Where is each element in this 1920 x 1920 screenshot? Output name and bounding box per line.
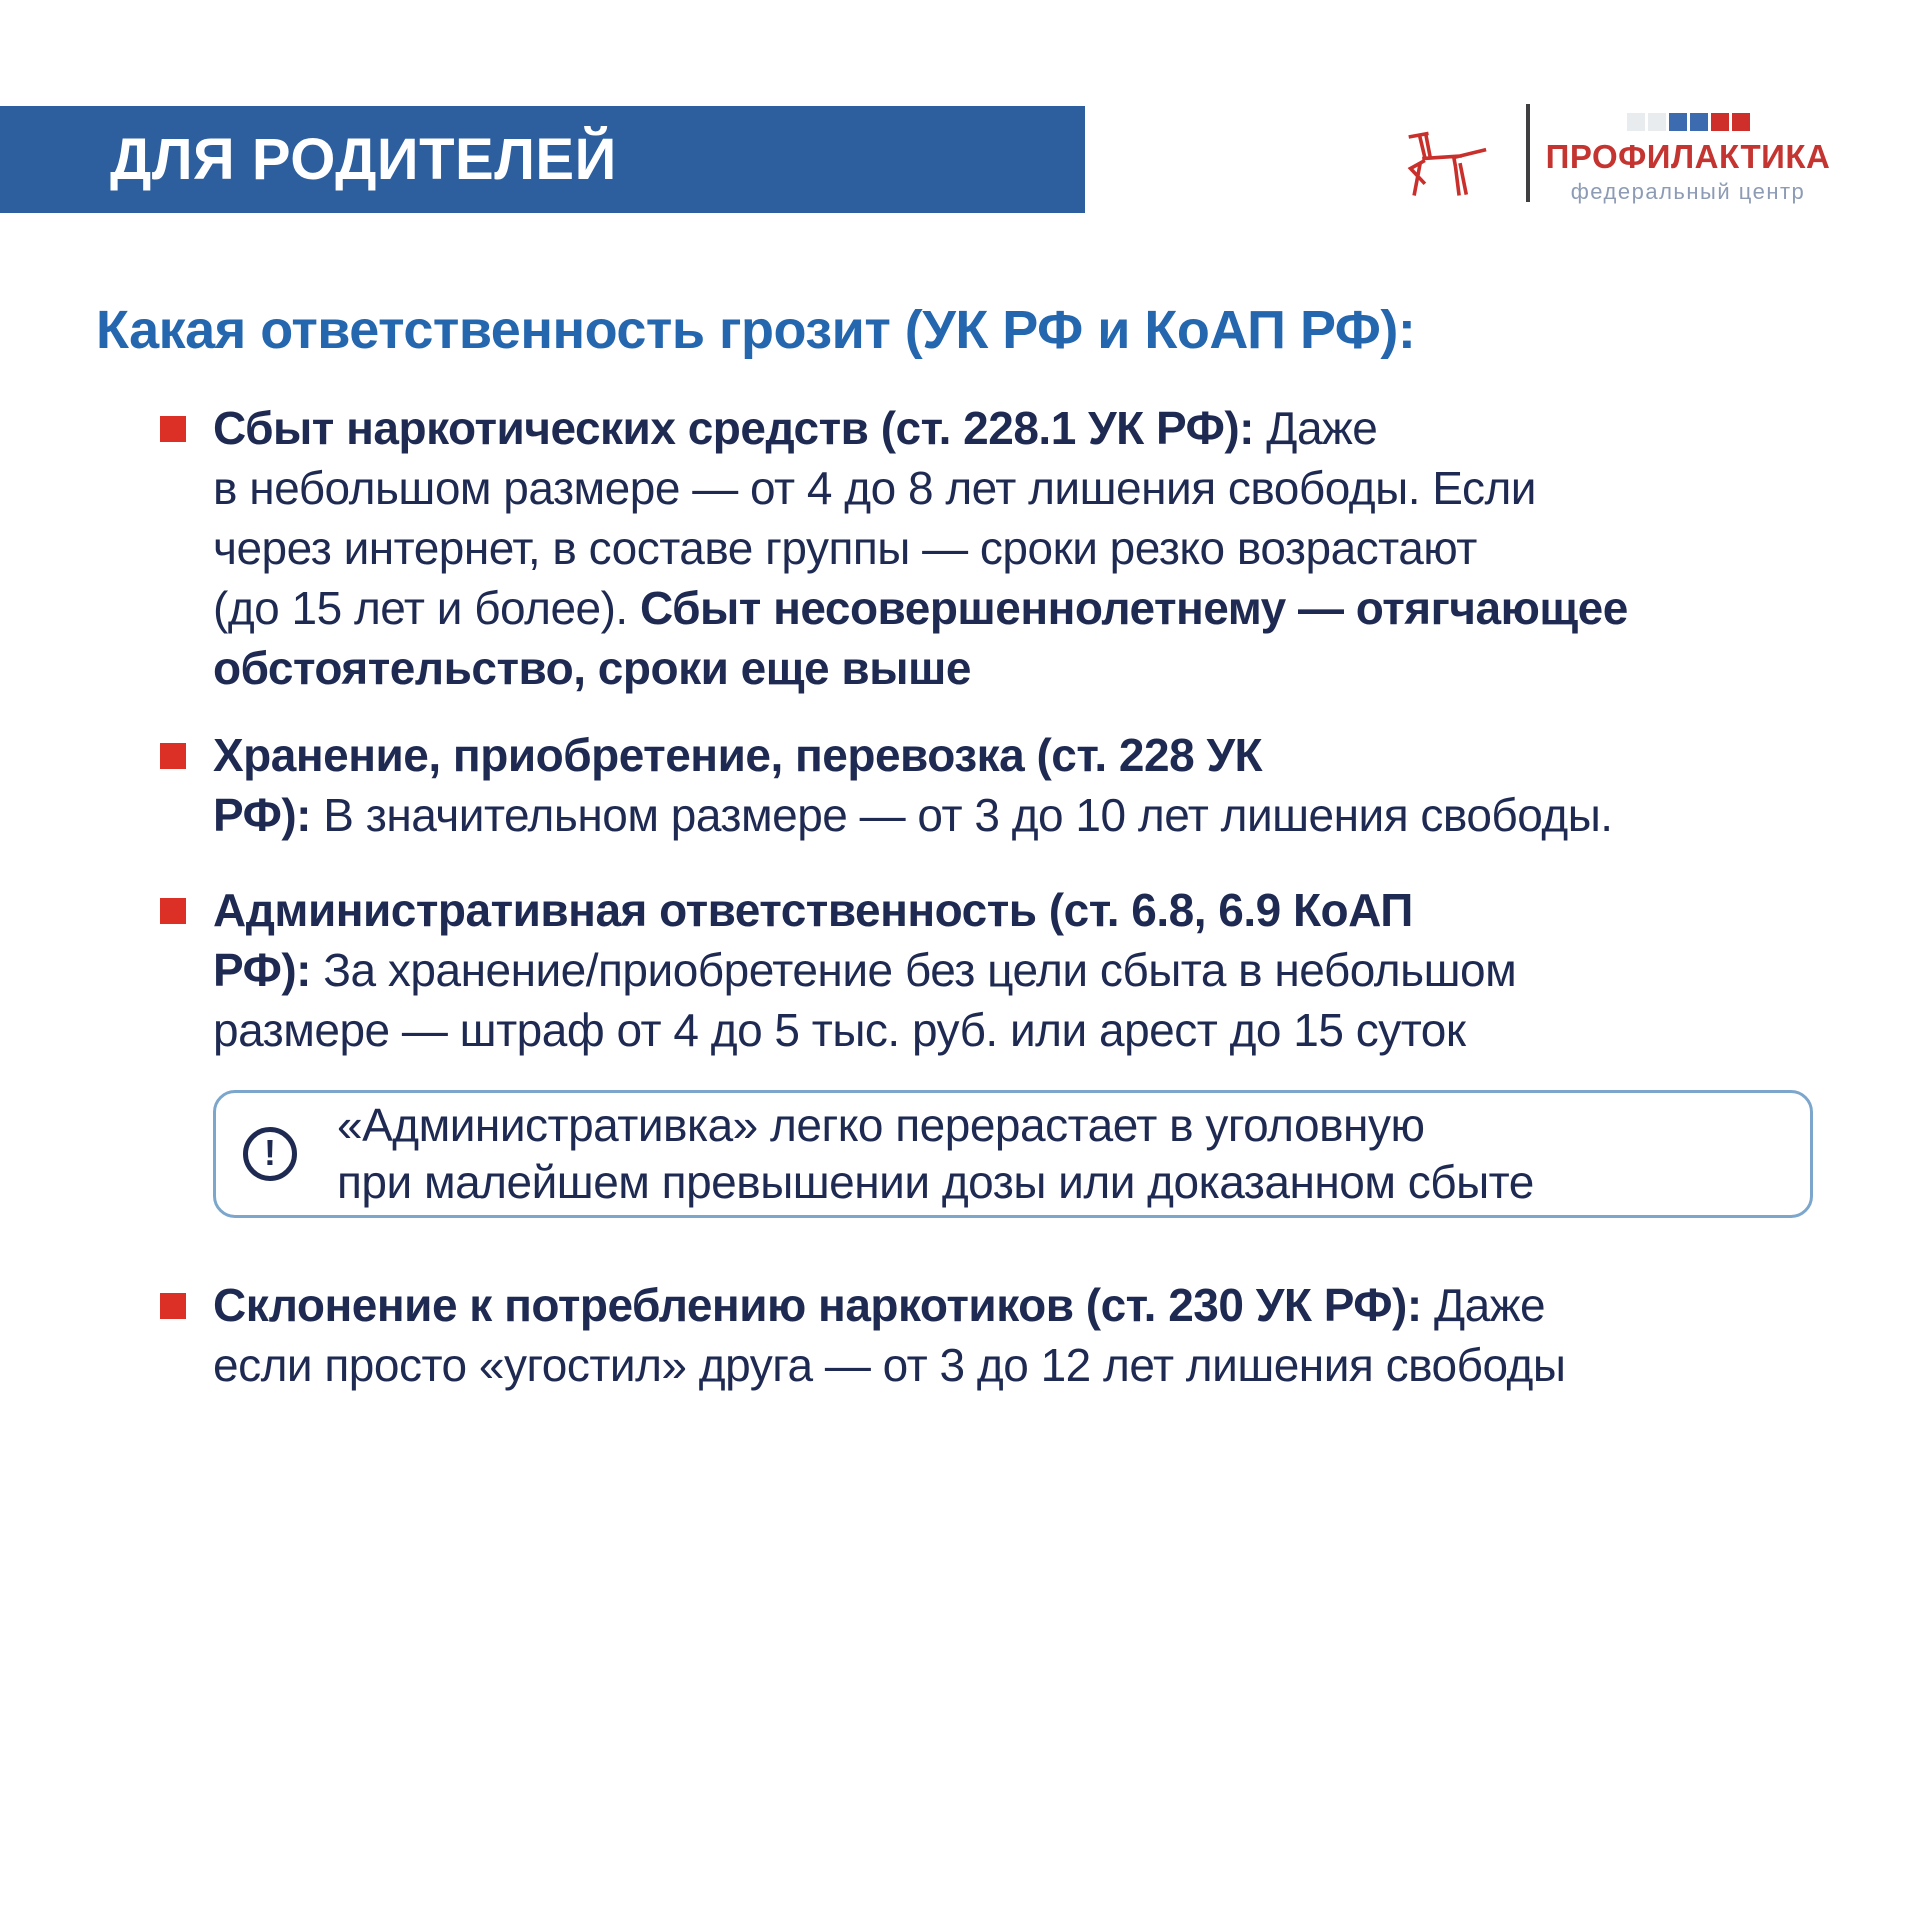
exclamation-circle-icon: ! [243, 1127, 297, 1181]
page-heading: Какая ответственность грозит (УК РФ и КоАП РФ): [96, 300, 1416, 360]
text-line: в небольшом размере — от 4 до 8 лет лишения свободы. Если [213, 462, 1536, 514]
logo-text-block [1545, 113, 1831, 205]
note-line: «Административка» легко перерастает в уголовную [337, 1099, 1425, 1151]
note-line: при малейшем превышении дозы или доказанном сбыте [337, 1156, 1534, 1208]
text-line: размере — штраф от 4 до 5 тыс. руб. или арест до 15 суток [213, 1004, 1466, 1056]
text-line: обстоятельство, сроки еще выше [213, 642, 971, 694]
flag-square [1690, 113, 1708, 131]
text-line: (до 15 лет и более). Сбыт несовершеннолетнему — отягчающее [213, 582, 1628, 634]
flag-squares-icon [1627, 113, 1750, 131]
text-line: Хранение, приобретение, перевозка (ст. 228 УК [213, 729, 1263, 781]
horse-logo-icon [1392, 110, 1492, 200]
list-item [160, 398, 1833, 698]
bullet-square-icon [160, 743, 186, 769]
org-subtitle: федеральный центр [1570, 179, 1806, 204]
banner-title: ДЛЯ РОДИТЕЛЕЙ [110, 127, 617, 192]
item-text [213, 725, 1833, 845]
text-line: РФ): За хранение/приобретение без цели сбыта в небольшом [213, 944, 1517, 996]
flag-square [1711, 113, 1729, 131]
text-line: через интернет, в составе группы — сроки резко возрастают [213, 522, 1477, 574]
bullet-square-icon [160, 416, 186, 442]
item-text [213, 1275, 1833, 1395]
list-item [160, 880, 1833, 1060]
list-item [160, 725, 1833, 845]
list-item [160, 1275, 1833, 1395]
header-banner [0, 106, 1085, 213]
text-line: РФ): В значительном размере — от 3 до 10 лет лишения свободы. [213, 789, 1613, 841]
item-text [213, 880, 1833, 1060]
flag-square [1669, 113, 1687, 131]
text-line: Сбыт наркотических средств (ст. 228.1 УК РФ): Даже [213, 402, 1378, 454]
warning-note [213, 1090, 1813, 1218]
flag-square [1648, 113, 1666, 131]
text-line: Склонение к потреблению наркотиков (ст. 230 УК РФ): Даже [213, 1279, 1546, 1331]
bullet-square-icon [160, 1293, 186, 1319]
text-line: Административная ответственность (ст. 6.8, 6.9 КоАП [213, 884, 1413, 936]
logo-divider [1526, 104, 1530, 202]
note-text [337, 1097, 1534, 1211]
org-name: ПРОФИЛАКТИКА [1545, 138, 1831, 175]
flag-square [1732, 113, 1750, 131]
bullet-square-icon [160, 898, 186, 924]
item-text [213, 398, 1833, 698]
text-line: если просто «угостил» друга — от 3 до 12 лет лишения свободы [213, 1339, 1566, 1391]
flag-square [1627, 113, 1645, 131]
